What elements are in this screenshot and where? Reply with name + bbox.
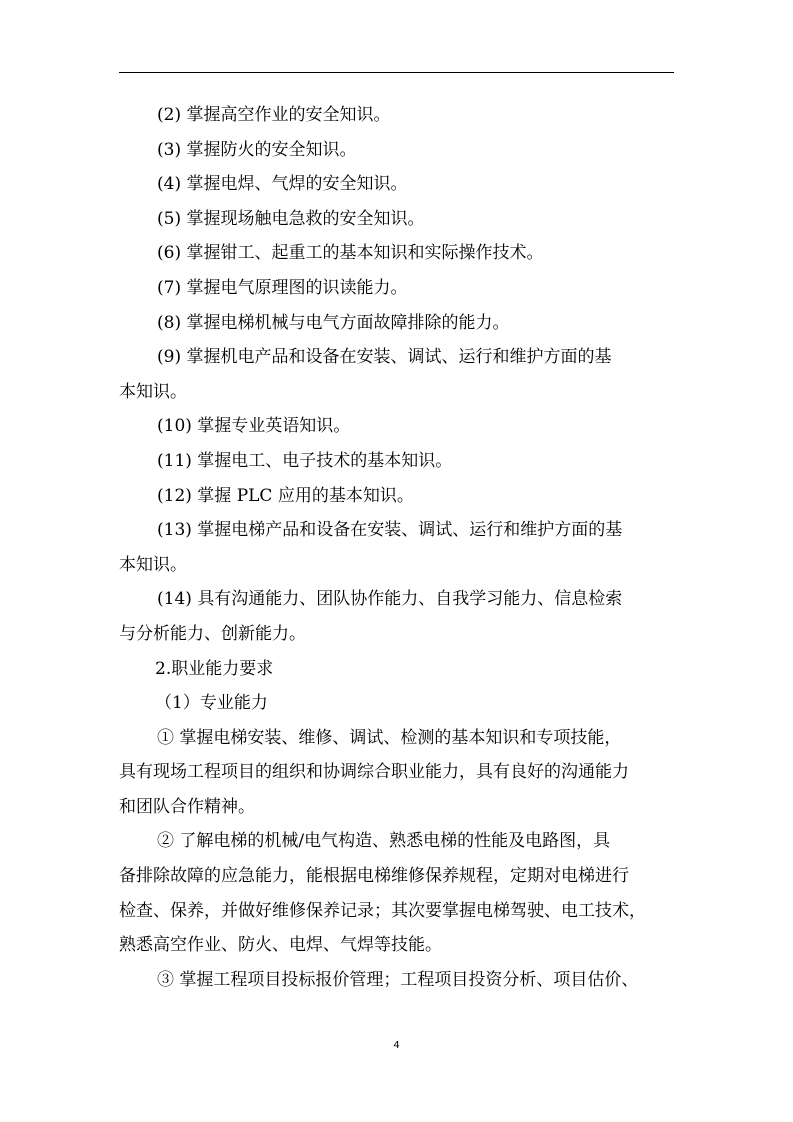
- body-text: [119, 98, 679, 997]
- list-item: (11) 掌握电工、电子技术的基本知识。: [157, 450, 453, 471]
- list-item-continuation: 本知识。: [119, 381, 187, 402]
- numbered-paragraph: ② 了解电梯的机械/电气构造、熟悉电梯的性能及电路图，具: [157, 831, 611, 852]
- list-item: (2) 掌握高空作业的安全知识。: [157, 105, 391, 125]
- list-item: (9) 掌握机电产品和设备在安装、调试、运行和维护方面的基: [157, 347, 612, 368]
- section-heading: 2.职业能力要求: [155, 658, 274, 679]
- paragraph-line: 具有现场工程项目的组织和协调综合职业能力，具有良好的沟通能力: [119, 762, 629, 783]
- list-item: (3) 掌握防火的安全知识。: [157, 139, 357, 160]
- header-rule: [119, 72, 674, 73]
- paragraph-line: 检查、保养，并做好维修保养记录；其次要掌握电梯驾驶、电工技术，: [119, 900, 646, 921]
- list-item: (7) 掌握电气原理图的识读能力。: [157, 277, 408, 298]
- list-item: (4) 掌握电焊、气焊的安全知识。: [157, 174, 408, 195]
- paragraph-line: 熟悉高空作业、防火、电焊、气焊等技能。: [119, 935, 442, 956]
- list-item: (6) 掌握钳工、起重工的基本知识和实际操作技术。: [157, 243, 544, 264]
- paragraph-line: 备排除故障的应急能力，能根据电梯维修保养规程，定期对电梯进行: [119, 866, 629, 887]
- paragraph-line: 和团队合作精神。: [119, 796, 255, 817]
- subsection-heading: （1）专业能力: [155, 693, 268, 714]
- list-item: (5) 掌握现场触电急救的安全知识。: [157, 208, 425, 229]
- list-item-continuation: 本知识。: [119, 554, 187, 575]
- list-item: (13) 掌握电梯产品和设备在安装、调试、运行和维护方面的基: [157, 520, 623, 541]
- numbered-paragraph: ③ 掌握工程项目投标报价管理；工程项目投资分析、项目估价、: [157, 969, 639, 990]
- list-item: (12) 掌握 PLC 应用的基本知识。: [157, 485, 414, 506]
- numbered-paragraph: ① 掌握电梯安装、维修、调试、检测的基本知识和专项技能，: [157, 727, 622, 748]
- list-item-continuation: 与分析能力、创新能力。: [119, 623, 306, 644]
- list-item: (14) 具有沟通能力、团队协作能力、自我学习能力、信息检索: [157, 589, 623, 610]
- page-number: 4: [393, 1040, 400, 1051]
- list-item: (10) 掌握专业英语知识。: [157, 416, 351, 437]
- list-item: (8) 掌握电梯机械与电气方面故障排除的能力。: [157, 312, 510, 333]
